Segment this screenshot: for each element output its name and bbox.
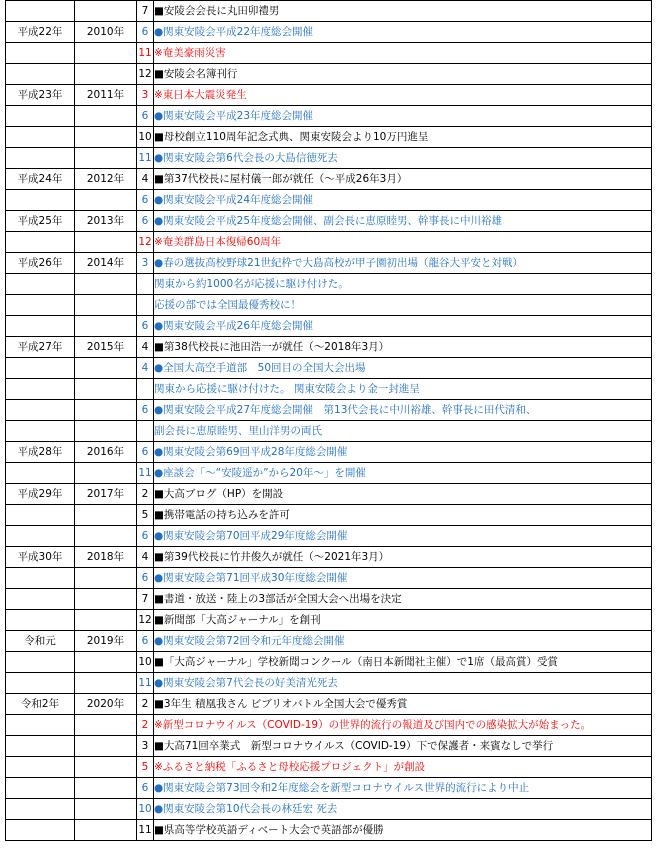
table-row [6, 715, 652, 736]
ad-year-cell [75, 43, 137, 64]
table-row [6, 169, 652, 190]
table-row [6, 148, 652, 169]
table-row [6, 43, 652, 64]
ad-year-cell: 2020年 [75, 694, 137, 715]
era-year-cell [6, 316, 75, 337]
era-year-cell: 令和元 [6, 631, 75, 652]
event-cell: ●関東安陵会第10代会長の林廷宏 死去 [154, 799, 652, 820]
ad-year-cell: 2012年 [75, 169, 137, 190]
table-row [6, 232, 652, 253]
month-cell: 6 [137, 22, 154, 43]
table-row [6, 211, 652, 232]
table-row [6, 526, 652, 547]
era-year-cell [6, 421, 75, 442]
event-cell: ■大高ブログ（HP）を開設 [154, 484, 652, 505]
event-cell: ●関東安陵会第73回令和2年度総会を新型コロナウイルス世界的流行により中止 [154, 778, 652, 799]
month-cell: 6 [137, 400, 154, 421]
ad-year-cell [75, 64, 137, 85]
ad-year-cell [75, 778, 137, 799]
month-cell: 12 [137, 64, 154, 85]
table-row [6, 652, 652, 673]
month-cell: 12 [137, 610, 154, 631]
era-year-cell: 平成22年 [6, 22, 75, 43]
table-row [6, 106, 652, 127]
ad-year-cell [75, 148, 137, 169]
month-cell: 2 [137, 715, 154, 736]
era-year-cell [6, 1, 75, 22]
table-row [6, 610, 652, 631]
ad-year-cell [75, 232, 137, 253]
era-year-cell [6, 736, 75, 757]
ad-year-cell [75, 400, 137, 421]
event-cell: ●春の選抜高校野球21世紀枠で大島高校が甲子園初出場（龍谷大平安と対戦） [154, 253, 652, 274]
month-cell: 6 [137, 778, 154, 799]
event-cell: ■書道・放送・陸上の3部活が全国大会へ出場を決定 [154, 589, 652, 610]
event-cell: ■県高等学校英語ディベート大会で英語部が優勝 [154, 820, 652, 841]
ad-year-cell [75, 463, 137, 484]
month-cell: 10 [137, 127, 154, 148]
ad-year-cell [75, 505, 137, 526]
month-cell: 5 [137, 757, 154, 778]
event-cell: 応援の部では全国最優秀校に！ [154, 295, 652, 316]
table-row [6, 295, 652, 316]
month-cell: 6 [137, 106, 154, 127]
event-cell: 副会長に恵原睦男、里山洋男の両氏 [154, 421, 652, 442]
era-year-cell [6, 379, 75, 400]
month-cell: 6 [137, 211, 154, 232]
ad-year-cell: 2016年 [75, 442, 137, 463]
era-year-cell: 平成26年 [6, 253, 75, 274]
month-cell: 4 [137, 337, 154, 358]
table-row [6, 64, 652, 85]
era-year-cell: 令和2年 [6, 694, 75, 715]
table-row [6, 316, 652, 337]
ad-year-cell: 2017年 [75, 484, 137, 505]
era-year-cell [6, 757, 75, 778]
month-cell: 11 [137, 463, 154, 484]
table-row [6, 694, 652, 715]
ad-year-cell [75, 568, 137, 589]
era-year-cell [6, 190, 75, 211]
ad-year-cell [75, 799, 137, 820]
ad-year-cell [75, 316, 137, 337]
era-year-cell [6, 526, 75, 547]
event-cell: ●関東安陵会第71回平成30年度総会開催 [154, 568, 652, 589]
month-cell: 4 [137, 169, 154, 190]
event-cell: 関東から応援に駆け付けた。 関東安陵会より金一封進呈 [154, 379, 652, 400]
era-year-cell [6, 43, 75, 64]
event-cell: ●座談会「〜“安陵遥か”から20年〜」を開催 [154, 463, 652, 484]
era-year-cell [6, 505, 75, 526]
event-cell: ●関東安陵会平成23年度総会開催 [154, 106, 652, 127]
ad-year-cell [75, 274, 137, 295]
ad-year-cell [75, 736, 137, 757]
era-year-cell: 平成27年 [6, 337, 75, 358]
event-cell: ■第38代校長に池田浩一が就任（〜2018年3月） [154, 337, 652, 358]
ad-year-cell [75, 757, 137, 778]
era-year-cell: 平成30年 [6, 547, 75, 568]
ad-year-cell [75, 1, 137, 22]
event-cell: ※東日本大震災発生 [154, 85, 652, 106]
ad-year-cell: 2013年 [75, 211, 137, 232]
event-cell: 関東から約1000名が応援に駆け付けた。 [154, 274, 652, 295]
timeline-body [6, 1, 652, 841]
era-year-cell [6, 673, 75, 694]
ad-year-cell [75, 526, 137, 547]
month-cell: 6 [137, 631, 154, 652]
event-cell: ●関東安陵会第69回平成28年度総会開催 [154, 442, 652, 463]
event-cell: ■大高71回卒業式 新型コロナウイルス（COVID-19）下で保護者・来賓なしで挙行 [154, 736, 652, 757]
month-cell: 3 [137, 253, 154, 274]
event-cell: ●関東安陵会平成26年度総会開催 [154, 316, 652, 337]
era-year-cell [6, 106, 75, 127]
event-cell: ■安陵会会長に丸田卯禮男 [154, 1, 652, 22]
table-row [6, 757, 652, 778]
table-row [6, 799, 652, 820]
ad-year-cell [75, 358, 137, 379]
table-row [6, 358, 652, 379]
month-cell: 12 [137, 232, 154, 253]
era-year-cell: 平成25年 [6, 211, 75, 232]
table-row [6, 190, 652, 211]
ad-year-cell [75, 127, 137, 148]
ad-year-cell [75, 379, 137, 400]
era-year-cell [6, 715, 75, 736]
table-row [6, 631, 652, 652]
table-row [6, 400, 652, 421]
timeline-table [5, 0, 652, 841]
month-cell: 6 [137, 316, 154, 337]
ad-year-cell [75, 652, 137, 673]
table-row [6, 568, 652, 589]
table-row [6, 463, 652, 484]
table-row [6, 673, 652, 694]
month-cell: 2 [137, 484, 154, 505]
era-year-cell [6, 274, 75, 295]
era-year-cell [6, 148, 75, 169]
table-row [6, 820, 652, 841]
month-cell [137, 421, 154, 442]
month-cell: 4 [137, 358, 154, 379]
era-year-cell [6, 778, 75, 799]
month-cell: 10 [137, 652, 154, 673]
table-row [6, 274, 652, 295]
era-year-cell [6, 652, 75, 673]
era-year-cell [6, 463, 75, 484]
event-cell: ●関東安陵会第6代会長の大島信徳死去 [154, 148, 652, 169]
month-cell: 5 [137, 505, 154, 526]
ad-year-cell [75, 295, 137, 316]
month-cell: 11 [137, 148, 154, 169]
table-row [6, 421, 652, 442]
event-cell: ●関東安陵会第70回平成29年度総会開催 [154, 526, 652, 547]
month-cell: 4 [137, 547, 154, 568]
era-year-cell [6, 568, 75, 589]
month-cell: 6 [137, 568, 154, 589]
table-row [6, 505, 652, 526]
month-cell: 7 [137, 1, 154, 22]
table-row [6, 1, 652, 22]
era-year-cell [6, 400, 75, 421]
event-cell: ●関東安陵会平成27年度総会開催 第13代会長に中川裕雄、幹事長に田代清和、 [154, 400, 652, 421]
event-cell: ●関東安陵会第7代会長の好美清光死去 [154, 673, 652, 694]
event-cell: ■3年生 積凰我さん ビブリオバトル全国大会で優秀賞 [154, 694, 652, 715]
ad-year-cell [75, 673, 137, 694]
month-cell [137, 295, 154, 316]
era-year-cell [6, 589, 75, 610]
event-cell: ■母校創立110周年記念式典、関東安陵会より10万円進呈 [154, 127, 652, 148]
ad-year-cell [75, 589, 137, 610]
era-year-cell [6, 295, 75, 316]
table-row [6, 589, 652, 610]
event-cell: ※ふるさと納税「ふるさと母校応援プロジェクト」が創設 [154, 757, 652, 778]
table-row [6, 337, 652, 358]
table-row [6, 253, 652, 274]
ad-year-cell [75, 715, 137, 736]
month-cell: 3 [137, 85, 154, 106]
event-cell: ●関東安陵会平成24年度総会開催 [154, 190, 652, 211]
ad-year-cell [75, 190, 137, 211]
ad-year-cell: 2010年 [75, 22, 137, 43]
month-cell [137, 379, 154, 400]
month-cell [137, 274, 154, 295]
table-row [6, 127, 652, 148]
event-cell: ●関東安陵会第72回令和元年度総会開催 [154, 631, 652, 652]
era-year-cell [6, 358, 75, 379]
ad-year-cell: 2018年 [75, 547, 137, 568]
ad-year-cell [75, 421, 137, 442]
month-cell: 10 [137, 799, 154, 820]
event-cell: ※奄美豪雨災害 [154, 43, 652, 64]
event-cell: ■携帯電話の持ち込みを許可 [154, 505, 652, 526]
ad-year-cell: 2014年 [75, 253, 137, 274]
ad-year-cell: 2019年 [75, 631, 137, 652]
ad-year-cell [75, 106, 137, 127]
ad-year-cell: 2015年 [75, 337, 137, 358]
table-row [6, 379, 652, 400]
month-cell: 6 [137, 442, 154, 463]
event-cell: ●関東安陵会平成25年度総会開催、副会長に恵原睦男、幹事長に中川裕雄 [154, 211, 652, 232]
table-row [6, 484, 652, 505]
era-year-cell: 平成29年 [6, 484, 75, 505]
month-cell: 6 [137, 526, 154, 547]
event-cell: ■第37代校長に屋村儀一郎が就任（〜平成26年3月） [154, 169, 652, 190]
era-year-cell [6, 232, 75, 253]
era-year-cell [6, 820, 75, 841]
event-cell: ■第39代校長に竹井俊久が就任（〜2021年3月） [154, 547, 652, 568]
month-cell: 11 [137, 820, 154, 841]
table-row [6, 442, 652, 463]
era-year-cell: 平成24年 [6, 169, 75, 190]
ad-year-cell [75, 820, 137, 841]
event-cell: ■安陵会名簿刊行 [154, 64, 652, 85]
era-year-cell [6, 64, 75, 85]
month-cell: 2 [137, 694, 154, 715]
month-cell: 11 [137, 673, 154, 694]
event-cell: ※新型コロナウイルス（COVID-19）の世界的流行の報道及び国内での感染拡大が始まった。 [154, 715, 652, 736]
event-cell: ■新聞部「大高ジャーナル」を創刊 [154, 610, 652, 631]
event-cell: ■「大高ジャーナル」学校新聞コンクール（南日本新聞社主催）で1席（最高賞）受賞 [154, 652, 652, 673]
era-year-cell [6, 127, 75, 148]
event-cell: ※奄美群島日本復帰60周年 [154, 232, 652, 253]
table-row [6, 22, 652, 43]
table-row [6, 85, 652, 106]
era-year-cell [6, 799, 75, 820]
ad-year-cell [75, 610, 137, 631]
event-cell: ●全国大高空手道部 50回目の全国大会出場 [154, 358, 652, 379]
era-year-cell [6, 610, 75, 631]
month-cell: 6 [137, 190, 154, 211]
era-year-cell: 平成28年 [6, 442, 75, 463]
table-row [6, 736, 652, 757]
era-year-cell: 平成23年 [6, 85, 75, 106]
month-cell: 7 [137, 589, 154, 610]
table-row [6, 547, 652, 568]
event-cell: ●関東安陵会平成22年度総会開催 [154, 22, 652, 43]
table-row [6, 778, 652, 799]
month-cell: 11 [137, 43, 154, 64]
month-cell: 3 [137, 736, 154, 757]
ad-year-cell: 2011年 [75, 85, 137, 106]
